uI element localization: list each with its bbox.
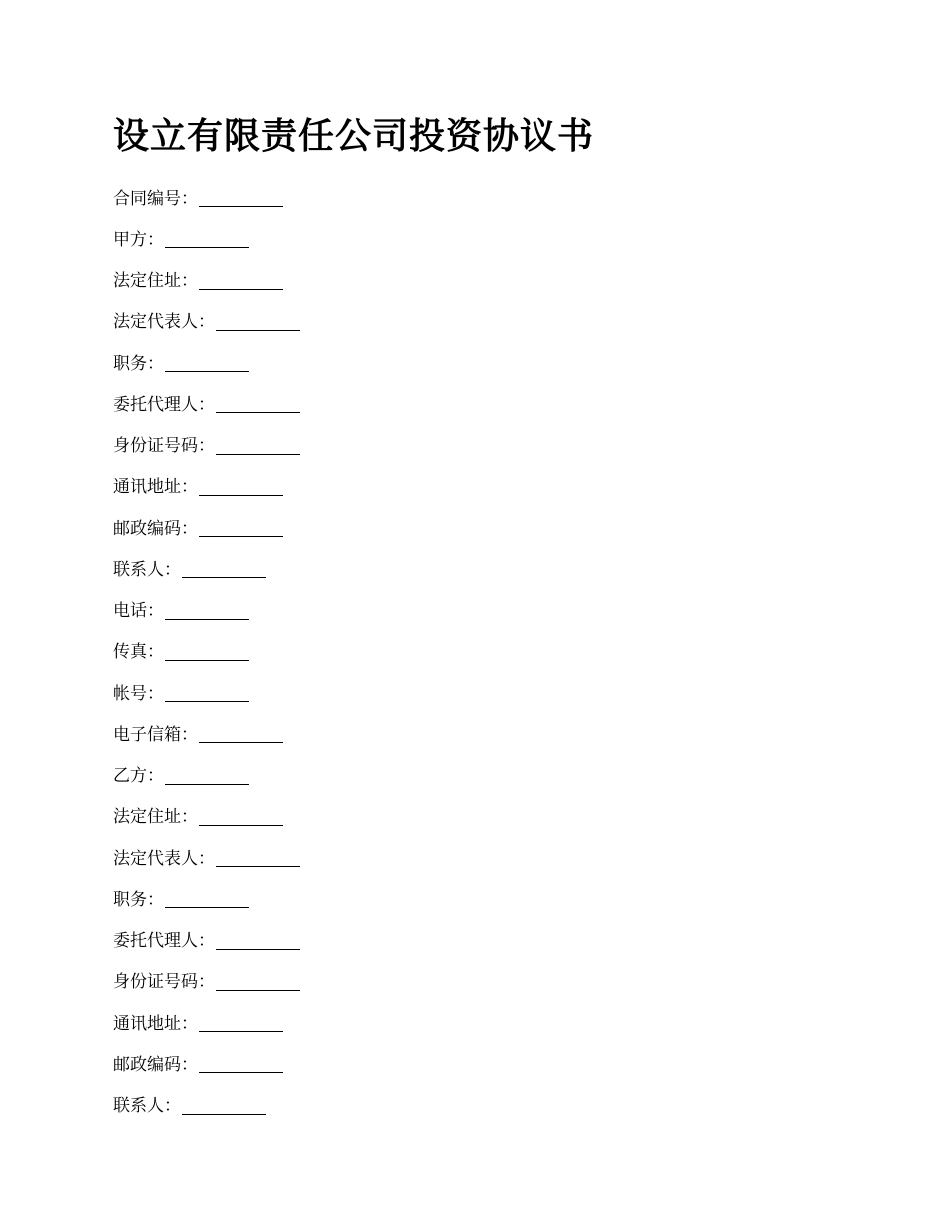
fill-in-blank [165, 227, 249, 248]
field-separator: ： [147, 601, 164, 622]
field-separator: ： [147, 229, 164, 250]
form-field-row [113, 178, 300, 219]
form-field-row [113, 508, 300, 549]
field-label: 身份证号码 [113, 972, 198, 993]
form-field-row [113, 879, 300, 920]
field-separator: ： [181, 477, 198, 498]
field-separator: ： [198, 394, 215, 415]
fill-in-blank [216, 970, 300, 991]
form-field-row [113, 673, 300, 714]
fill-in-blank [216, 310, 300, 331]
field-separator: ： [198, 312, 215, 333]
fill-in-blank [199, 269, 283, 290]
field-separator: ： [147, 642, 164, 663]
form-field-row [113, 219, 300, 260]
form-field-row [113, 714, 300, 755]
form-field-row [113, 1086, 300, 1127]
field-separator: ： [181, 724, 198, 745]
field-separator: ： [198, 972, 215, 993]
field-label: 通讯地址 [113, 477, 181, 498]
fill-in-blank [199, 1052, 283, 1073]
fill-in-blank [216, 392, 300, 413]
form-field-row [113, 838, 300, 879]
fill-in-blank [216, 434, 300, 455]
field-label: 法定代表人 [113, 848, 198, 869]
field-separator: ： [181, 807, 198, 828]
field-label: 委托代理人 [113, 394, 198, 415]
field-label: 电子信箱 [113, 724, 181, 745]
form-field-row [113, 343, 300, 384]
form-field-row [113, 467, 300, 508]
fill-in-blank [199, 722, 283, 743]
field-separator: ： [198, 931, 215, 952]
fill-in-blank [199, 1011, 283, 1032]
form-field-row [113, 632, 300, 673]
fill-in-blank [216, 846, 300, 867]
field-separator: ： [198, 848, 215, 869]
fill-in-blank [165, 599, 249, 620]
form-field-row [113, 921, 300, 962]
field-separator: ： [147, 353, 164, 374]
field-separator: ： [181, 1013, 198, 1034]
field-label: 联系人 [113, 559, 164, 580]
form-field-row [113, 261, 300, 302]
field-label: 帐号 [113, 683, 147, 704]
form-field-row [113, 1003, 300, 1044]
fill-in-blank [165, 351, 249, 372]
field-label: 职务 [113, 889, 147, 910]
fill-in-blank [199, 805, 283, 826]
document-title: 设立有限责任公司投资协议书 [113, 115, 595, 157]
field-separator: ： [147, 889, 164, 910]
field-separator: ： [181, 1054, 198, 1075]
fill-in-blank [165, 887, 249, 908]
form-field-row [113, 1044, 300, 1085]
field-separator: ： [147, 683, 164, 704]
form-field-row [113, 756, 300, 797]
field-label: 委托代理人 [113, 931, 198, 952]
field-label: 邮政编码 [113, 1054, 181, 1075]
fill-in-blank [165, 681, 249, 702]
field-separator: ： [181, 188, 198, 209]
field-list [113, 178, 300, 1127]
field-label: 乙方 [113, 766, 147, 787]
field-separator: ： [147, 766, 164, 787]
form-field-row [113, 962, 300, 1003]
field-label: 法定代表人 [113, 312, 198, 333]
form-field-row [113, 426, 300, 467]
field-label: 联系人 [113, 1096, 164, 1117]
field-label: 通讯地址 [113, 1013, 181, 1034]
form-field-row [113, 549, 300, 590]
form-field-row [113, 384, 300, 425]
field-label: 甲方 [113, 229, 147, 250]
field-label: 法定住址 [113, 807, 181, 828]
field-label: 合同编号 [113, 188, 181, 209]
fill-in-blank [199, 516, 283, 537]
fill-in-blank [165, 764, 249, 785]
field-label: 身份证号码 [113, 436, 198, 457]
field-separator: ： [181, 518, 198, 539]
fill-in-blank [182, 557, 266, 578]
field-label: 职务 [113, 353, 147, 374]
field-separator: ： [181, 271, 198, 292]
fill-in-blank [182, 1094, 266, 1115]
form-field-row [113, 591, 300, 632]
field-separator: ： [164, 1096, 181, 1117]
field-label: 邮政编码 [113, 518, 181, 539]
field-separator: ： [198, 436, 215, 457]
fill-in-blank [199, 475, 283, 496]
field-label: 法定住址 [113, 271, 181, 292]
form-field-row [113, 797, 300, 838]
form-field-row [113, 302, 300, 343]
fill-in-blank [165, 640, 249, 661]
field-label: 电话 [113, 601, 147, 622]
field-label: 传真 [113, 642, 147, 663]
fill-in-blank [199, 186, 283, 207]
fill-in-blank [216, 929, 300, 950]
field-separator: ： [164, 559, 181, 580]
